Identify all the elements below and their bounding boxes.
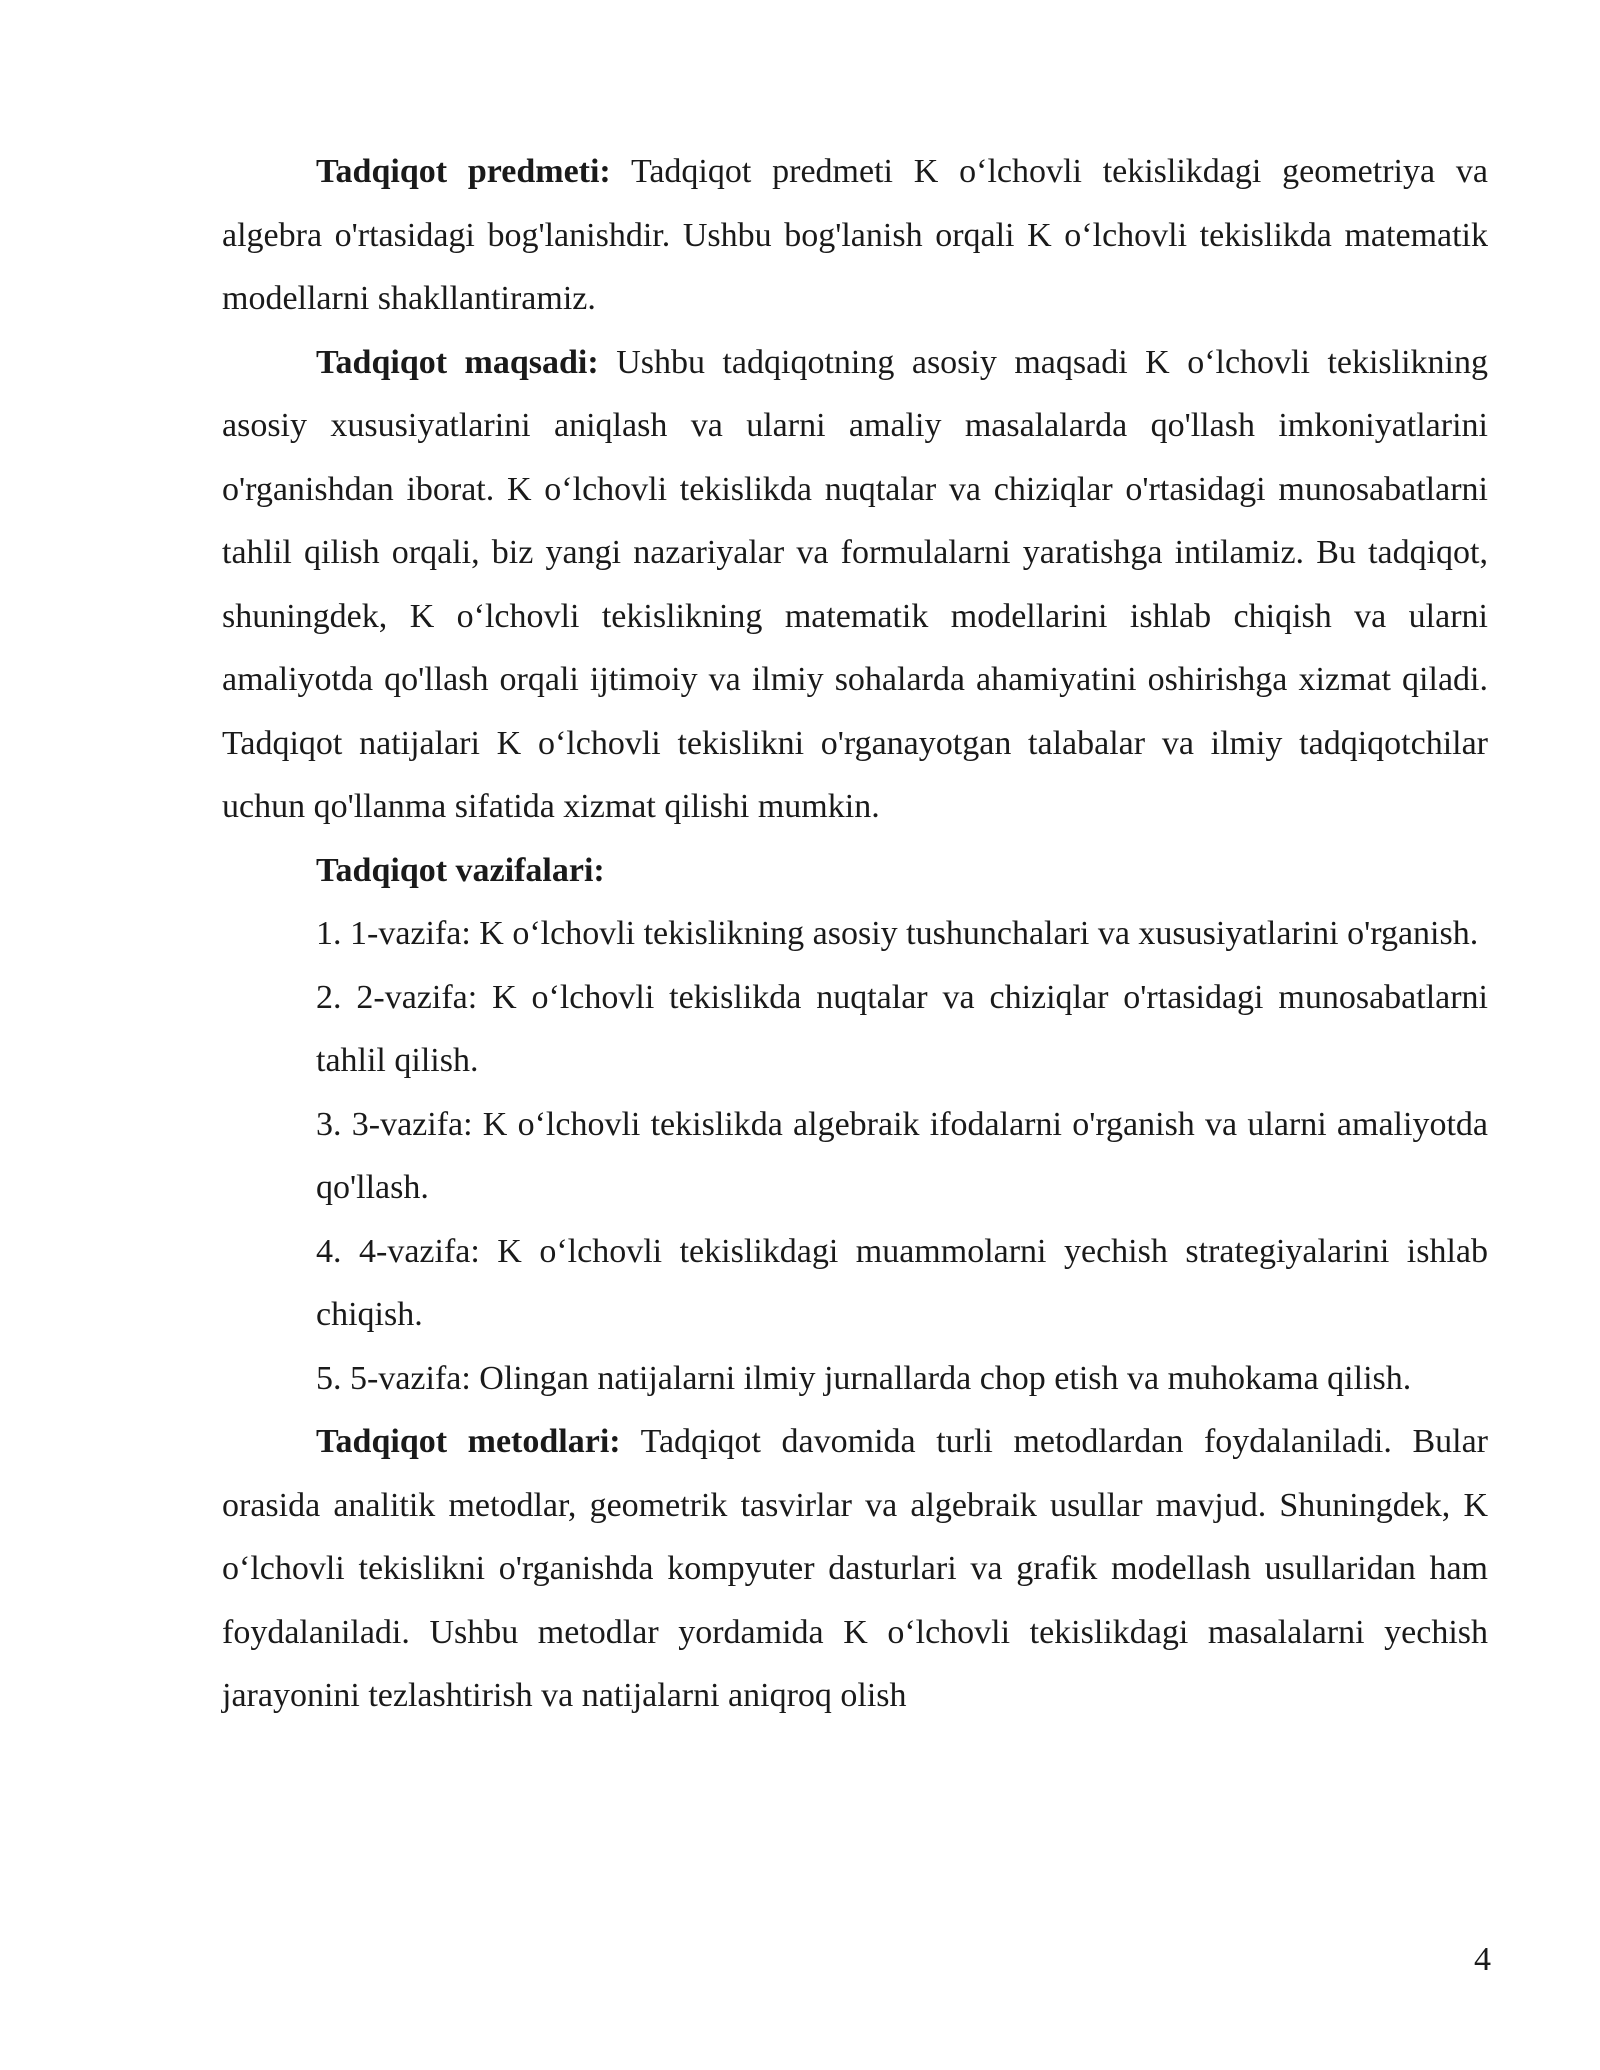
paragraph-tadqiqot-vazifalari xyxy=(222,839,1488,903)
text-tadqiqot-metodlari: Tadqiqot davomida turli metodlardan foydalaniladi. Bular orasida analitik metodlar, geometrik tasvirlar va algebraik usullar mavjud. Shuningdek, K oʻlchovli tekislikni o'rganishda kompyuter dasturlari va grafik modellash usullaridan ham foydalaniladi. Ushbu metodlar yordamida K oʻlchovli tekislikdagi masalalarni yechish jarayonini tezlashtirish va natijalarni aniqroq olish xyxy=(222,1423,1488,1714)
task-item-4: 4. 4-vazifa: K oʻlchovli tekislikdagi muammolarni yechish strategiyalarini ishlab chiqish. xyxy=(316,1232,1488,1333)
heading-tadqiqot-metodlari: Tadqiqot metodlari: xyxy=(316,1423,621,1460)
task-list xyxy=(222,902,1488,1410)
document-body xyxy=(222,140,1488,1728)
task-item-2: 2. 2-vazifa: K oʻlchovli tekislikda nuqtalar va chiziqlar o'rtasidagi munosabatlarni tahlil qilish. xyxy=(316,978,1488,1079)
task-item-3: 3. 3-vazifa: K oʻlchovli tekislikda algebraik ifodalarni o'rganish va ularni amaliyotda qo'llash. xyxy=(316,1105,1488,1206)
text-tadqiqot-maqsadi: Ushbu tadqiqotning asosiy maqsadi K oʻlchovli tekislikning asosiy xususiyatlarini aniqlash va ularni amaliy masalalarda qo'llash imkoniyatlarini o'rganishdan iborat. K oʻlchovli tekislikda nuqtalar va chiziqlar o'rtasidagi munosabatlarni tahlil qilish orqali, biz yangi nazariyalar va formulalarni yaratishga intilamiz. Bu tadqiqot, shuningdek, K oʻlchovli tekislikning matematik modellarini ishlab chiqish va ularni amaliyotda qo'llash orqali ijtimoiy va ilmiy sohalarda ahamiyatini oshirishga xizmat qiladi. Tadqiqot natijalari K oʻlchovli tekislikni o'rganayotgan talabalar va ilmiy tadqiqotchilar uchun qo'llanma sifatida xizmat qilishi mumkin. xyxy=(222,343,1489,825)
paragraph-tadqiqot-predmeti xyxy=(222,140,1488,331)
task-item-5: 5. 5-vazifa: Olingan natijalarni ilmiy jurnallarda chop etish va muhokama qilish. xyxy=(316,1359,1412,1397)
page-number: 4 xyxy=(1474,1941,1491,1978)
task-item-1: 1. 1-vazifa: K oʻlchovli tekislikning asosiy tushunchalari va xususiyatlarini o'rganish. xyxy=(316,915,1479,952)
paragraph-tadqiqot-maqsadi xyxy=(222,331,1488,839)
text-tadqiqot-predmeti: Tadqiqot predmeti K oʻlchovli tekislikdagi geometriya va algebra o'rtasidagi bog'lanishdir. Ushbu bog'lanish orqali K oʻlchovli tekislikda matematik modellarni shakllantiramiz. xyxy=(222,153,1488,317)
heading-tadqiqot-predmeti: Tadqiqot predmeti: xyxy=(316,153,611,190)
heading-tadqiqot-maqsadi: Tadqiqot maqsadi: xyxy=(316,343,599,381)
paragraph-tadqiqot-metodlari xyxy=(222,1410,1488,1728)
heading-tadqiqot-vazifalari: Tadqiqot vazifalari: xyxy=(316,851,605,889)
